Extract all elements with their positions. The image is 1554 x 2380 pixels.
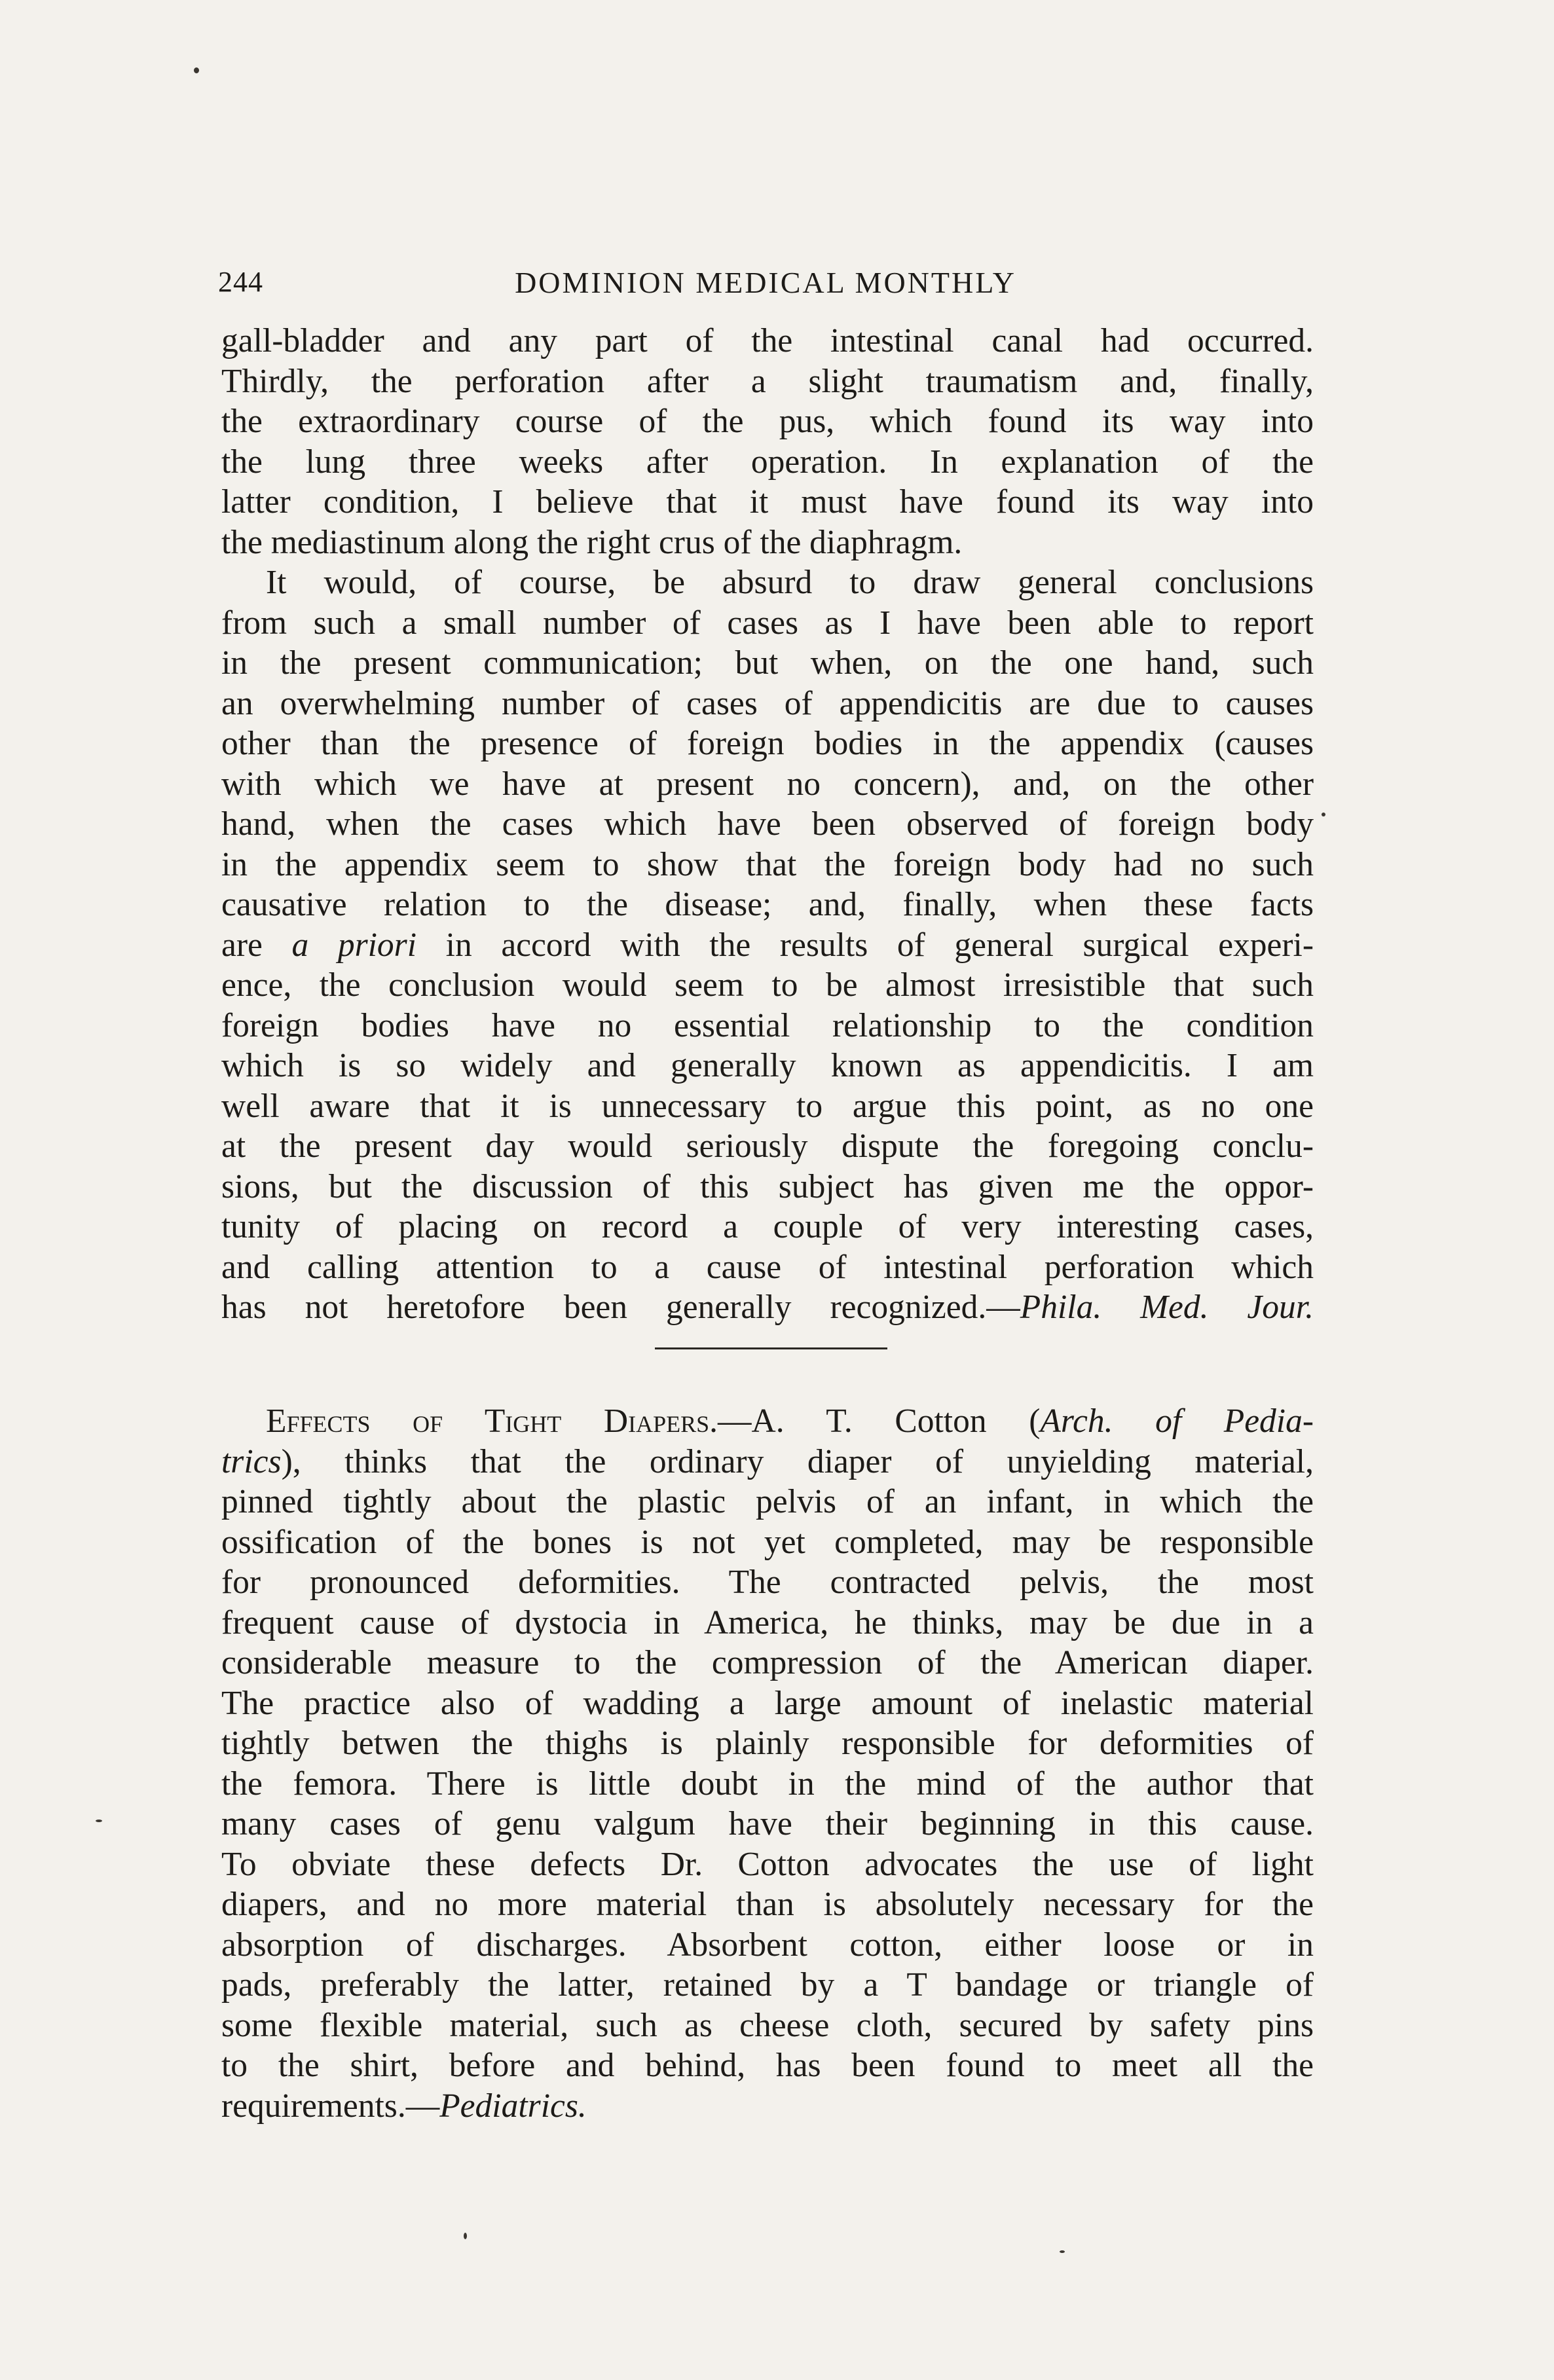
text-line: and calling attention to a cause of intestinal perforation which bbox=[221, 1248, 1314, 1286]
text-line-with-source bbox=[221, 1287, 1314, 1328]
text-line: ossification of the bones is not yet completed, may be responsible bbox=[221, 1523, 1314, 1561]
text-line: frequent cause of dystocia in America, he thinks, may be due in a bbox=[221, 1603, 1314, 1641]
text-line: It would, of course, be absurd to draw general conclusions bbox=[266, 564, 1314, 601]
text-line: The practice also of wadding a large amount of inelastic material bbox=[221, 1684, 1314, 1722]
text-line: pads, preferably the latter, retained by a T bandage or triangle of bbox=[221, 1966, 1314, 2004]
page-number: 244 bbox=[218, 266, 263, 298]
article-heading-line bbox=[221, 1401, 1314, 1442]
text-line: tunity of placing on record a couple of very interesting cases, bbox=[221, 1208, 1314, 1245]
text-line: in the appendix seem to show that the foreign body had no such bbox=[221, 845, 1314, 883]
text-line-with-source bbox=[221, 2086, 1314, 2127]
source-citation: Pediatrics. bbox=[439, 2087, 587, 2125]
text-line: To obviate these defects Dr. Cotton advocates the use of light bbox=[221, 1845, 1314, 1883]
text-line: absorption of discharges. Absorbent cotton, either loose or in bbox=[221, 1926, 1314, 1964]
text-line: the extraordinary course of the pus, which found its way into bbox=[221, 403, 1314, 440]
scan-speck bbox=[194, 67, 199, 73]
article-title: Effects of Tight Diapers. bbox=[266, 1402, 718, 1440]
text-line: well aware that it is unnecessary to argue this point, as no one bbox=[221, 1087, 1314, 1125]
source-citation: Phila. Med. Jour. bbox=[1020, 1289, 1314, 1326]
text-fragment: has not heretofore been generally recognized.— bbox=[221, 1289, 1020, 1326]
text-line: considerable measure to the compression of the American diaper. bbox=[221, 1644, 1314, 1681]
journal-citation-cont: trics bbox=[221, 1442, 282, 1480]
scan-speck bbox=[96, 1820, 102, 1822]
italic-phrase: a priori bbox=[291, 926, 417, 964]
text-line-mixed bbox=[221, 1442, 1314, 1482]
text-line: some flexible material, such as cheese cloth, secured by safety pins bbox=[221, 2006, 1314, 2044]
text-line: for pronounced deformities. The contracted pelvis, the most bbox=[221, 1564, 1314, 1601]
text-line: sions, but the discussion of this subject has given me the oppor- bbox=[221, 1167, 1314, 1205]
running-title: DOMINION MEDICAL MONTHLY bbox=[515, 266, 1016, 299]
text-line: the femora. There is little doubt in the mind of the author that bbox=[221, 1765, 1314, 1803]
text-fragment: in accord with the results of general surgical experi- bbox=[445, 926, 1314, 964]
text-line: in the present communication; but when, on the one hand, such bbox=[221, 644, 1314, 682]
text-fragment: are bbox=[221, 926, 263, 964]
text-line: to the shirt, before and behind, has been found to meet all the bbox=[221, 2047, 1314, 2084]
text-line: foreign bodies have no essential relationship to the condition bbox=[221, 1006, 1314, 1044]
text-line: latter condition, I believe that it must have found its way into bbox=[221, 483, 1314, 521]
section-divider bbox=[655, 1347, 887, 1349]
author-text: —A. T. Cotton ( bbox=[718, 1402, 1041, 1440]
text-line: gall-bladder and any part of the intestinal canal had occurred. bbox=[221, 322, 1314, 359]
text-line: tightly betwen the thighs is plainly responsible for deformities of bbox=[221, 1725, 1314, 1762]
text-line: with which we have at present no concern), and, on the other bbox=[221, 765, 1314, 803]
text-line: many cases of genu valgum have their beginning in this cause. bbox=[221, 1805, 1314, 1842]
text-line: the mediastinum along the right crus of the diaphragm. bbox=[221, 523, 963, 561]
text-fragment: requirements.— bbox=[221, 2087, 440, 2125]
text-line: hand, when the cases which have been observed of foreign body bbox=[221, 805, 1314, 843]
text-line: pinned tightly about the plastic pelvis of an infant, in which the bbox=[221, 1483, 1314, 1520]
scan-speck bbox=[1322, 813, 1325, 816]
text-line: which is so widely and generally known as appendicitis. I am bbox=[221, 1047, 1314, 1084]
scan-speck bbox=[464, 2233, 467, 2239]
text-line: ence, the conclusion would seem to be almost irresistible that such bbox=[221, 966, 1314, 1004]
text-line: at the present day would seriously dispute the foregoing conclu- bbox=[221, 1127, 1314, 1165]
text-fragment: thinks that the ordinary diaper of unyielding material, bbox=[344, 1442, 1314, 1480]
text-line: the lung three weeks after operation. In explanation of the bbox=[221, 443, 1314, 481]
page-header bbox=[218, 265, 1313, 311]
text-line: an overwhelming number of cases of appendicitis are due to causes bbox=[221, 684, 1314, 722]
text-line: diapers, and no more material than is absolutely necessary for the bbox=[221, 1886, 1314, 1923]
scan-speck bbox=[1060, 2250, 1065, 2253]
article-tight-diapers bbox=[221, 1401, 1314, 2126]
text-line: other than the presence of foreign bodies in the appendix (causes bbox=[221, 725, 1314, 762]
text-fragment: ), bbox=[281, 1442, 301, 1480]
text-line-mixed bbox=[221, 925, 1314, 966]
article-appendicitis bbox=[221, 321, 1314, 1328]
text-line: Thirdly, the perforation after a slight traumatism and, finally, bbox=[221, 362, 1314, 400]
journal-citation: Arch. of Pedia- bbox=[1040, 1402, 1314, 1440]
text-line: from such a small number of cases as I have been able to report bbox=[221, 604, 1314, 642]
text-line: causative relation to the disease; and, finally, when these facts bbox=[221, 886, 1314, 923]
